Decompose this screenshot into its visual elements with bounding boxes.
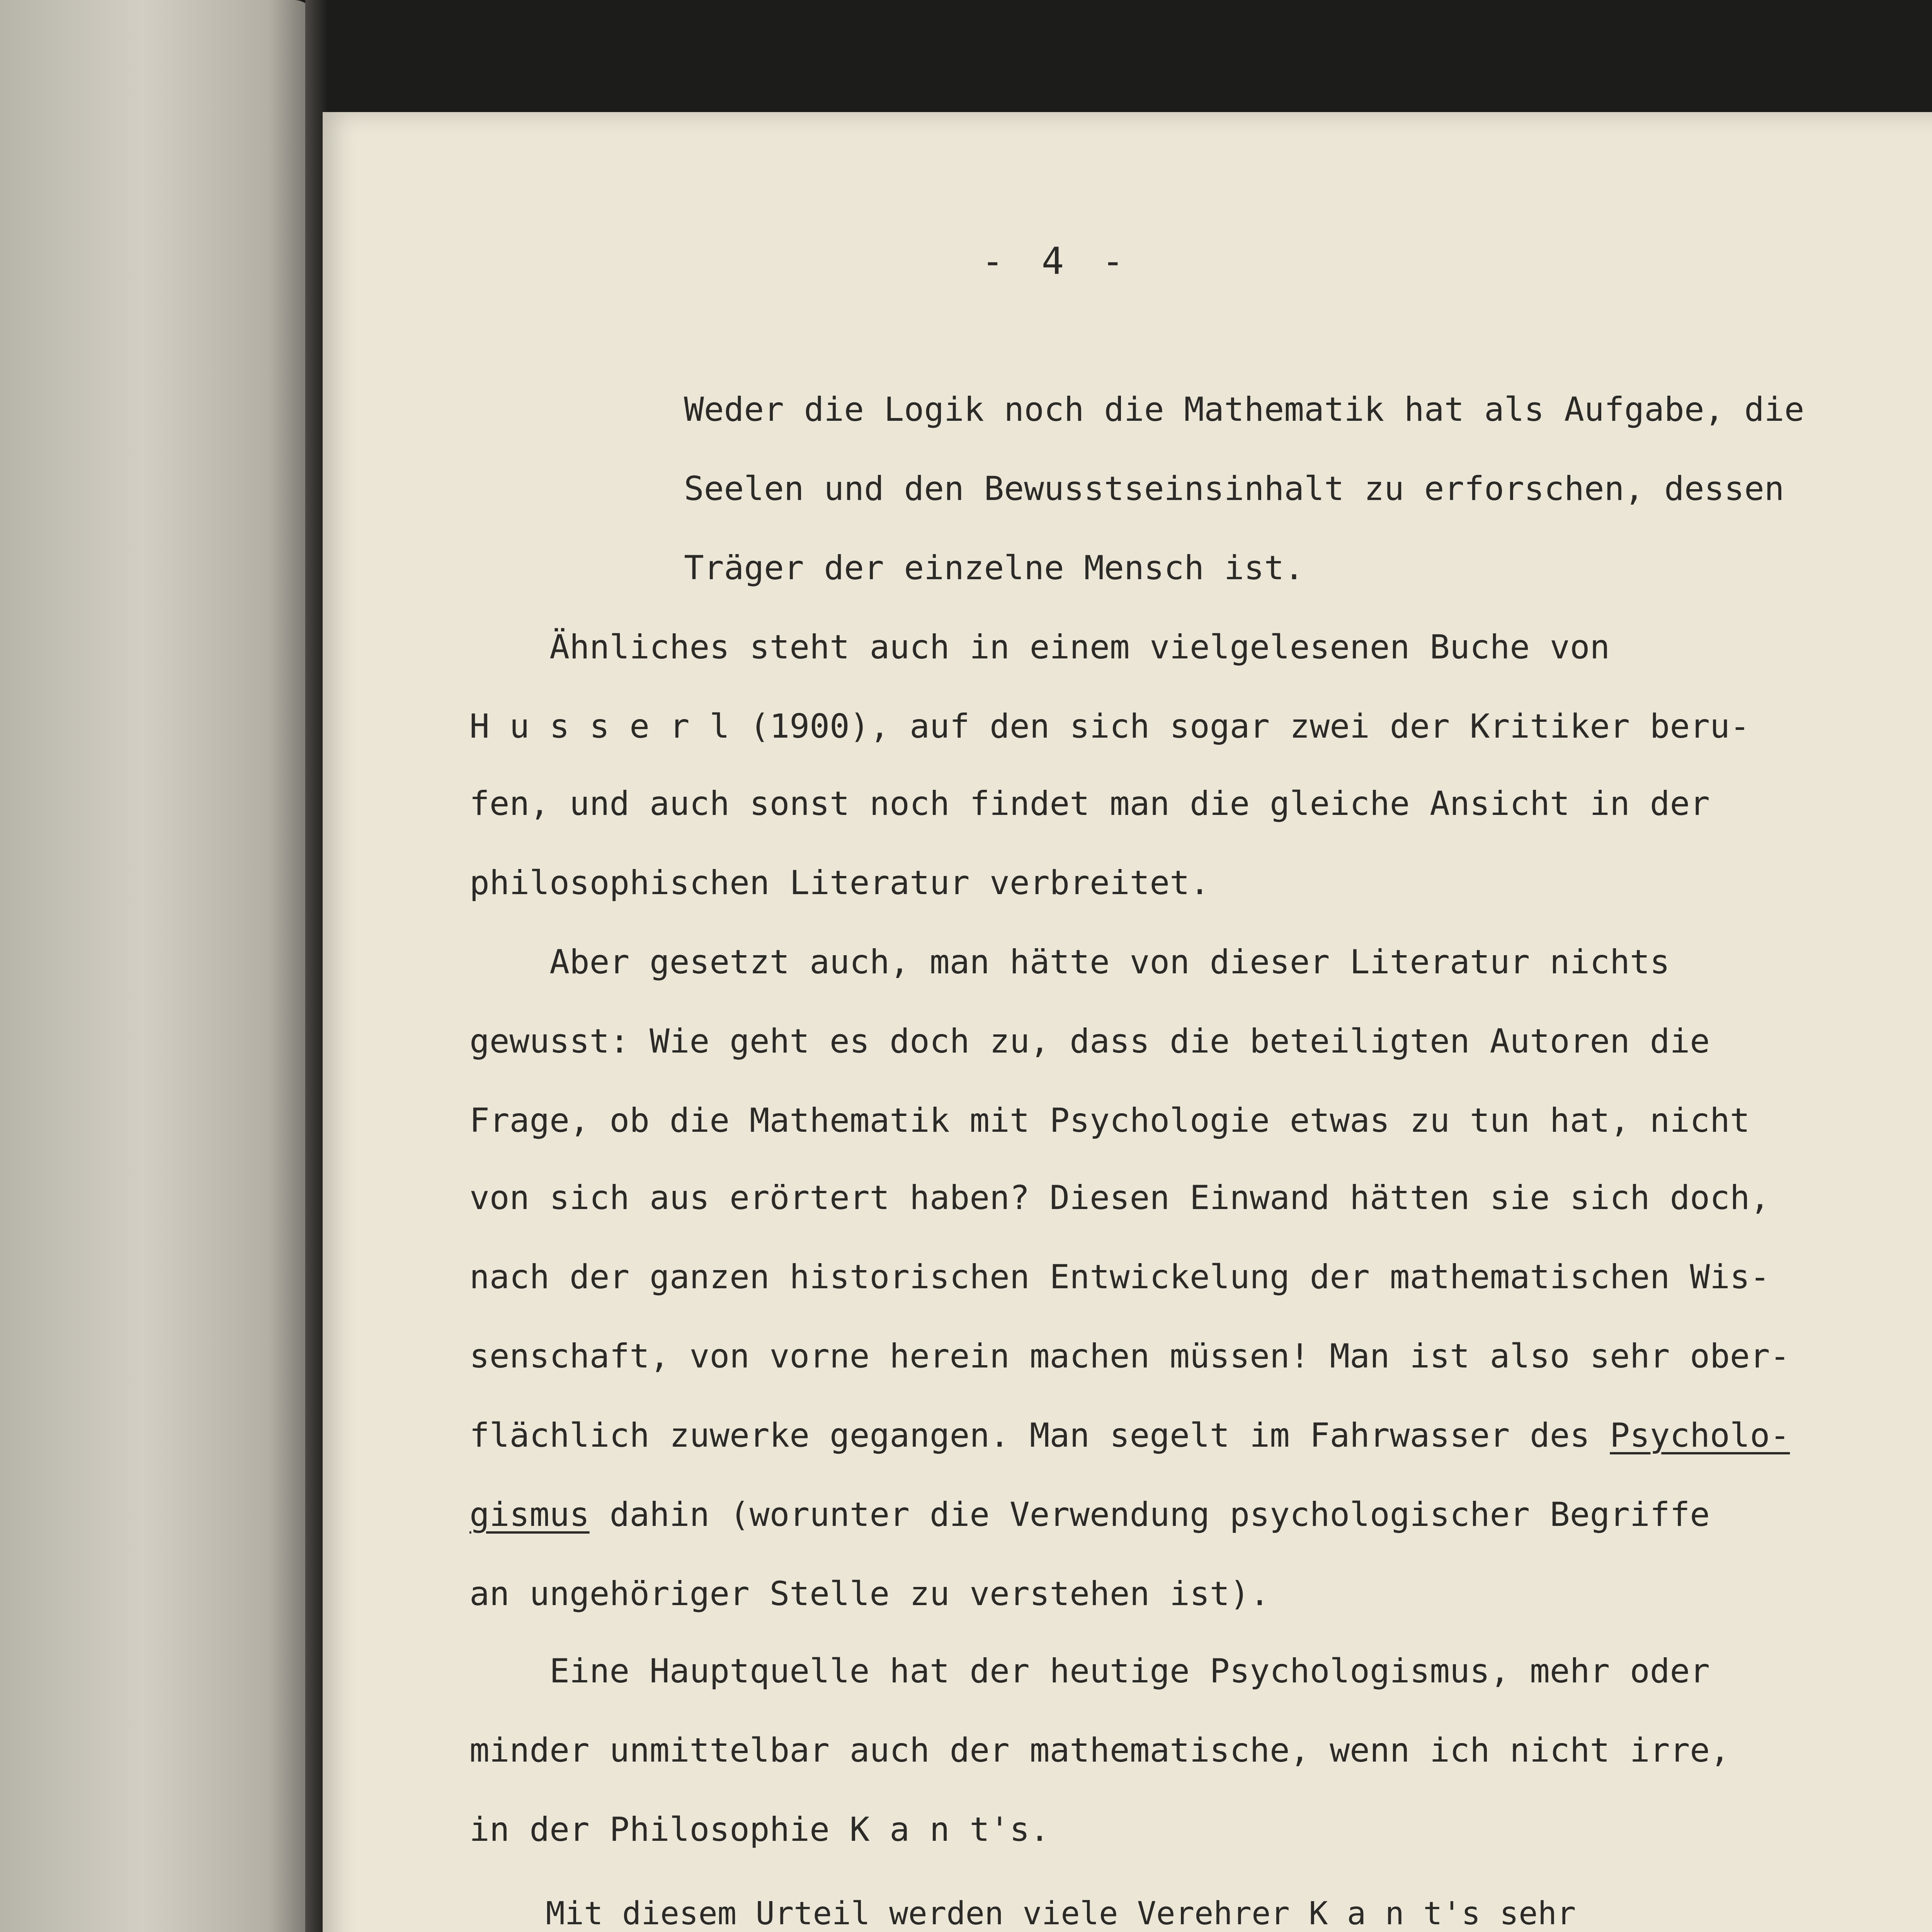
- body-line: nach der ganzen historischen Entwickelung der mathematischen Wis-: [469, 1258, 1770, 1296]
- body-text-span: flächlich zuwerke gegangen. Man segelt im Fahrwasser des: [469, 1416, 1610, 1455]
- note-line: Mit diesem Urteil werden viele Verehrer K a n t's sehr: [469, 1895, 1576, 1932]
- body-line: minder unmittelbar auch der mathematische, wenn ich nicht irre,: [469, 1731, 1730, 1770]
- underlined-term: Psycholo-: [1610, 1416, 1790, 1455]
- body-line: philosophischen Literatur verbreitet.: [469, 864, 1210, 902]
- body-line: [469, 1416, 1932, 1455]
- body-line: an ungehöriger Stelle zu verstehen ist).: [469, 1575, 1270, 1613]
- quote-line: Seelen und den Bewusstseinsinhalt zu erforschen, dessen: [684, 469, 1784, 508]
- underlined-term: gismus: [469, 1495, 590, 1534]
- quote-line: Weder die Logik noch die Mathematik hat als Aufgabe, die: [684, 390, 1804, 429]
- body-text-span: dahin (worunter die Verwendung psychologischer Begriffe: [589, 1495, 1710, 1534]
- quote-line: Träger der einzelne Mensch ist.: [684, 549, 1304, 587]
- body-line: in der Philosophie K a n t's.: [469, 1810, 1050, 1849]
- body-line: Ähnliches steht auch in einem vielgelesenen Buche von: [469, 628, 1610, 667]
- body-line: von sich aus erörtert haben? Diesen Einwand hätten sie sich doch,: [469, 1179, 1770, 1217]
- body-line: Aber gesetzt auch, man hätte von dieser Literatur nichts: [469, 943, 1670, 981]
- body-line: senschaft, von vorne herein machen müssen! Man ist also sehr ober-: [469, 1337, 1790, 1376]
- body-line: Eine Hauptquelle hat der heutige Psychologismus, mehr oder: [469, 1652, 1710, 1690]
- page-number: - 4 -: [981, 240, 1132, 283]
- facing-left-page: [0, 0, 317, 1932]
- body-line: H u s s e r l (1900), auf den sich sogar zwei der Kritiker beru-: [469, 707, 1750, 746]
- body-line: Frage, ob die Mathematik mit Psychologie etwas zu tun hat, nicht: [469, 1101, 1750, 1140]
- body-line: gewusst: Wie geht es doch zu, dass die beteiligten Autoren die: [469, 1022, 1710, 1061]
- body-line: fen, und auch sonst noch findet man die gleiche Ansicht in der: [469, 784, 1710, 823]
- body-line: [469, 1495, 1932, 1534]
